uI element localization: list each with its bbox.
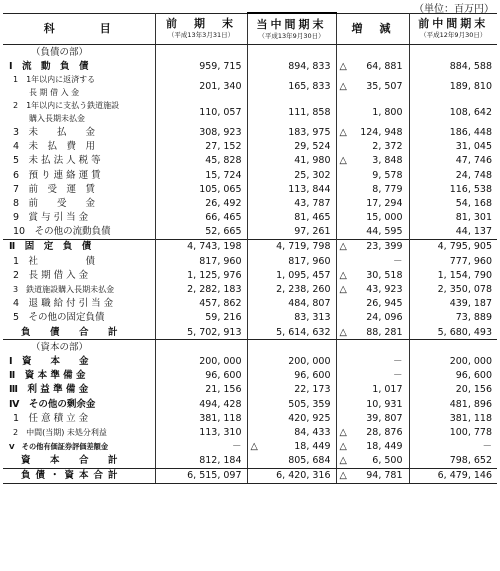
prev-value: 959, 715 xyxy=(155,59,247,73)
current-value xyxy=(247,211,336,225)
diff-value-text: 3, 848 xyxy=(372,155,403,167)
decrease-mark: △ xyxy=(339,284,347,296)
prev-interim-value: 200, 000 xyxy=(449,355,492,367)
prev-interim-value: 20, 156 xyxy=(455,384,492,396)
row-label: Ⅰ 流 動 負 債 xyxy=(3,59,155,73)
diff-value-text: 44, 595 xyxy=(366,226,403,238)
table-row xyxy=(3,225,497,240)
prev-value xyxy=(155,340,247,355)
current-value-text: 420, 925 xyxy=(288,412,331,424)
diff-value xyxy=(336,125,409,139)
table-row xyxy=(3,440,497,454)
current-value-text: 97, 261 xyxy=(294,226,331,238)
diff-value xyxy=(336,311,409,325)
current-value-text: 25, 302 xyxy=(294,169,331,181)
row-label: 8 前 受 金 xyxy=(3,196,155,210)
diff-value-text: 24, 096 xyxy=(366,312,403,324)
current-value-text: 113, 844 xyxy=(288,183,331,195)
current-value-text: 22, 173 xyxy=(294,384,331,396)
current-value xyxy=(247,325,336,340)
decrease-mark: △ xyxy=(339,155,347,167)
diff-value-text: 15, 000 xyxy=(366,212,403,224)
diff-value xyxy=(336,168,409,182)
row-label: Ⅰ 資 本 金 xyxy=(3,354,155,368)
table-row xyxy=(3,340,497,355)
table-row xyxy=(3,268,497,282)
row-label: Ⅳ その他の剰余金 xyxy=(3,397,155,411)
prev-interim-value: 2, 350, 078 xyxy=(437,284,492,296)
prev-interim-value: 54, 168 xyxy=(455,197,492,209)
prev-interim-value: 777, 960 xyxy=(449,255,492,267)
prev-interim-value: 47, 746 xyxy=(455,155,492,167)
diff-value xyxy=(336,440,409,454)
prev-value: 96, 600 xyxy=(155,369,247,383)
diff-value-text: 6, 500 xyxy=(372,455,403,467)
row-label: 3 鉄道施設購入長期未払金 xyxy=(3,282,155,296)
prev-value: 27, 152 xyxy=(155,140,247,154)
current-value xyxy=(247,354,336,368)
current-value-text: 6, 420, 316 xyxy=(276,470,331,482)
diff-value-text: 35, 507 xyxy=(366,80,403,92)
table-row xyxy=(3,383,497,397)
current-value xyxy=(247,140,336,154)
row-label: 2 長 期 借 入 金 xyxy=(3,268,155,282)
row-label: Ⅲ 利 益 準 備 金 xyxy=(3,383,155,397)
current-value xyxy=(247,254,336,268)
current-value-text: 111, 858 xyxy=(288,106,331,118)
balance-sheet-table xyxy=(3,12,497,484)
row-label: （資本の部） xyxy=(3,340,155,355)
current-value-text: 4, 719, 798 xyxy=(276,241,331,253)
diff-value xyxy=(336,254,409,268)
diff-value xyxy=(336,154,409,168)
current-value-text: 1, 095, 457 xyxy=(276,269,331,281)
prev-interim-value: 116, 538 xyxy=(449,183,492,195)
prev-value: － xyxy=(155,440,247,454)
row-label: Ⅱ 固 定 負 債 xyxy=(3,239,155,254)
diff-value-text: 30, 518 xyxy=(366,269,403,281)
diff-value xyxy=(336,340,409,355)
prev-interim-value xyxy=(409,45,497,60)
diff-value xyxy=(336,73,409,99)
diff-value xyxy=(336,354,409,368)
row-label: 5 未 払 法 人 税 等 xyxy=(3,154,155,168)
header-item xyxy=(3,13,155,45)
prev-interim-value: － xyxy=(482,441,492,453)
prev-value: 308, 923 xyxy=(155,125,247,139)
current-value-text: 5, 614, 632 xyxy=(276,326,331,338)
current-value xyxy=(247,168,336,182)
row-label: 9 賞 与 引 当 金 xyxy=(3,211,155,225)
diff-value-text: 1, 800 xyxy=(372,106,403,118)
diff-value xyxy=(336,59,409,73)
row-label: 4 退 職 給 付 引 当 金 xyxy=(3,297,155,311)
prev-interim-value: 81, 301 xyxy=(455,212,492,224)
current-value xyxy=(247,425,336,439)
diff-value xyxy=(336,140,409,154)
diff-value xyxy=(336,297,409,311)
diff-value xyxy=(336,454,409,469)
prev-interim-value: 1, 154, 790 xyxy=(437,269,492,281)
diff-value xyxy=(336,182,409,196)
diff-value-text: 17, 294 xyxy=(366,197,403,209)
diff-value xyxy=(336,196,409,210)
header-prev xyxy=(155,13,247,45)
row-label: 3 未 払 金 xyxy=(3,125,155,139)
diff-value xyxy=(336,468,409,483)
diff-value-text: 10, 931 xyxy=(366,398,403,410)
current-value xyxy=(247,411,336,425)
prev-value: 381, 118 xyxy=(155,411,247,425)
current-value xyxy=(247,297,336,311)
table-row xyxy=(3,282,497,296)
prev-interim-value xyxy=(409,340,497,355)
diff-value xyxy=(336,411,409,425)
row-label: 2 1年以内に支払う鉄道施設 購入長期未払金 xyxy=(3,99,155,125)
current-value xyxy=(247,268,336,282)
current-value-text: 43, 787 xyxy=(294,197,331,209)
table-row xyxy=(3,239,497,254)
prev-value: 457, 862 xyxy=(155,297,247,311)
current-value xyxy=(247,182,336,196)
diff-value-text: 1, 017 xyxy=(372,384,403,396)
current-value xyxy=(247,99,336,125)
table-row xyxy=(3,325,497,340)
prev-interim-value: 6, 479, 146 xyxy=(409,468,497,483)
decrease-mark: △ xyxy=(339,80,347,92)
prev-value: 201, 340 xyxy=(155,73,247,99)
diff-value-text: 28, 876 xyxy=(366,426,403,438)
prev-value: 200, 000 xyxy=(155,354,247,368)
prev-interim-value: 73, 889 xyxy=(455,312,492,324)
current-value xyxy=(247,440,336,454)
prev-value: 105, 065 xyxy=(155,182,247,196)
decrease-mark: △ xyxy=(339,326,347,338)
table-row xyxy=(3,297,497,311)
table-row xyxy=(3,45,497,60)
prev-interim-value: 481, 896 xyxy=(449,398,492,410)
current-value-text: 83, 313 xyxy=(294,312,331,324)
table-row xyxy=(3,59,497,73)
row-label: Ⅱ 資 本 準 備 金 xyxy=(3,369,155,383)
header-curr-label: 当中間期末 xyxy=(256,17,327,31)
diff-value-text: － xyxy=(392,355,403,367)
prev-value: 6, 515, 097 xyxy=(155,468,247,483)
diff-value-text: 9, 578 xyxy=(372,169,403,181)
prev-interim-value: 31, 045 xyxy=(455,141,492,153)
prev-interim-value: 186, 448 xyxy=(449,126,492,138)
current-value xyxy=(247,383,336,397)
prev-value: 52, 665 xyxy=(155,225,247,240)
prev-value: 21, 156 xyxy=(155,383,247,397)
diff-value xyxy=(336,383,409,397)
prev-interim-value: 884, 588 xyxy=(449,60,492,72)
table-row xyxy=(3,397,497,411)
decrease-mark: △ xyxy=(339,455,347,467)
prev-value: 812, 184 xyxy=(155,454,247,469)
header-prev-date: （平成13年3月31日） xyxy=(167,31,235,40)
decrease-mark: △ xyxy=(339,269,347,281)
current-value-text: 81, 465 xyxy=(294,212,331,224)
row-label: 1 1年以内に返済する 長 期 借 入 金 xyxy=(3,73,155,99)
row-label: （負債の部） xyxy=(3,45,155,60)
header-row xyxy=(3,13,497,45)
row-label: 7 前 受 運 賃 xyxy=(3,182,155,196)
header-item-label: 科 目 xyxy=(43,21,114,35)
prev-interim-value: 439, 187 xyxy=(449,298,492,310)
diff-value-text: 43, 923 xyxy=(366,284,403,296)
header-prev-label: 前 期 末 xyxy=(166,17,236,31)
diff-value xyxy=(336,211,409,225)
diff-value xyxy=(336,99,409,125)
prev-interim-value: 189, 810 xyxy=(449,80,492,92)
prev-interim-value: 5, 680, 493 xyxy=(409,325,497,340)
row-label: 負債・資本合計 xyxy=(3,468,155,483)
table-row xyxy=(3,182,497,196)
table-row xyxy=(3,168,497,182)
table-row xyxy=(3,468,497,483)
prev-interim-value: 100, 778 xyxy=(449,426,492,438)
current-value xyxy=(247,73,336,99)
current-value-text: 817, 960 xyxy=(288,255,331,267)
current-value-text: 84, 433 xyxy=(294,426,331,438)
row-label: 資 本 合 計 xyxy=(3,454,155,469)
prev-value xyxy=(155,45,247,60)
row-label: 5 その他の固定負債 xyxy=(3,311,155,325)
diff-value-text: 26, 945 xyxy=(366,298,403,310)
table-row xyxy=(3,354,497,368)
header-prevint-label: 前中間期末 xyxy=(418,17,489,31)
current-value-text: 96, 600 xyxy=(294,370,331,382)
prev-value: 45, 828 xyxy=(155,154,247,168)
diff-value xyxy=(336,325,409,340)
header-prevint xyxy=(409,13,497,45)
prev-interim-value: 96, 600 xyxy=(455,370,492,382)
diff-value-text: 88, 281 xyxy=(366,326,403,338)
current-value-text: 183, 975 xyxy=(288,126,331,138)
prev-value: 1, 125, 976 xyxy=(155,268,247,282)
current-value xyxy=(247,397,336,411)
header-diff-label: 増 減 xyxy=(351,21,394,35)
row-label: 6 預 り 連 絡 運 賃 xyxy=(3,168,155,182)
current-value xyxy=(247,311,336,325)
current-value xyxy=(247,239,336,254)
decrease-mark: △ xyxy=(339,241,347,253)
current-value-text: 894, 833 xyxy=(288,60,331,72)
current-value-text: 165, 833 xyxy=(288,80,331,92)
decrease-mark: △ xyxy=(339,441,347,453)
table-row xyxy=(3,99,497,125)
prev-value: 66, 465 xyxy=(155,211,247,225)
table-row xyxy=(3,411,497,425)
table-row xyxy=(3,125,497,139)
diff-value-text: － xyxy=(392,370,403,382)
unit-note: （単位：百万円） xyxy=(414,4,494,15)
row-label: 1 社 債 xyxy=(3,254,155,268)
table-row xyxy=(3,73,497,99)
diff-value-text: 64, 881 xyxy=(366,60,403,72)
current-value xyxy=(247,45,336,60)
table-row xyxy=(3,425,497,439)
table-row xyxy=(3,454,497,469)
prev-interim-value: 798, 652 xyxy=(409,454,497,469)
current-value-text: 200, 000 xyxy=(288,355,331,367)
current-value xyxy=(247,196,336,210)
prev-value: 817, 960 xyxy=(155,254,247,268)
header-curr xyxy=(247,13,336,45)
current-value xyxy=(247,340,336,355)
prev-value: 26, 492 xyxy=(155,196,247,210)
diff-value-text: 94, 781 xyxy=(366,470,403,482)
current-value-text: 2, 238, 260 xyxy=(276,284,331,296)
prev-value: 110, 057 xyxy=(155,99,247,125)
current-value xyxy=(247,454,336,469)
diff-value xyxy=(336,268,409,282)
diff-value xyxy=(336,397,409,411)
row-label: 1 任 意 積 立 金 xyxy=(3,411,155,425)
prev-value: 4, 743, 198 xyxy=(155,239,247,254)
diff-value xyxy=(336,369,409,383)
current-value-text: 805, 684 xyxy=(288,455,331,467)
diff-value-text: 124, 948 xyxy=(360,126,403,138)
prev-value: 59, 216 xyxy=(155,311,247,325)
prev-value: 494, 428 xyxy=(155,397,247,411)
prev-interim-value: 108, 642 xyxy=(449,106,492,118)
decrease-mark: △ xyxy=(250,441,258,453)
table-row xyxy=(3,140,497,154)
table-row xyxy=(3,369,497,383)
header-curr-date: （平成13年9月30日） xyxy=(258,31,325,40)
header-prevint-date: （平成12年9月30日） xyxy=(420,31,487,40)
header-diff xyxy=(336,13,409,45)
row-label: 4 未 払 費 用 xyxy=(3,140,155,154)
table-row xyxy=(3,311,497,325)
diff-value-text: 39, 807 xyxy=(366,412,403,424)
current-value-text: 29, 524 xyxy=(294,141,331,153)
decrease-mark: △ xyxy=(339,426,347,438)
current-value xyxy=(247,369,336,383)
decrease-mark: △ xyxy=(339,126,347,138)
current-value xyxy=(247,282,336,296)
current-value xyxy=(247,225,336,240)
row-label: 負 債 合 計 xyxy=(3,325,155,340)
diff-value-text: － xyxy=(392,255,403,267)
current-value xyxy=(247,59,336,73)
diff-value-text: 18, 449 xyxy=(366,441,403,453)
current-value-text: 505, 359 xyxy=(288,398,331,410)
current-value xyxy=(247,154,336,168)
current-value-text: 18, 449 xyxy=(294,441,331,453)
diff-value-text: 23, 399 xyxy=(366,241,403,253)
table-row xyxy=(3,211,497,225)
diff-value xyxy=(336,282,409,296)
prev-value: 2, 282, 183 xyxy=(155,282,247,296)
diff-value xyxy=(336,45,409,60)
current-value-text: 41, 980 xyxy=(294,155,331,167)
diff-value-text: 8, 779 xyxy=(372,183,403,195)
table-row xyxy=(3,154,497,168)
prev-value: 15, 724 xyxy=(155,168,247,182)
row-label: 10 その他の流動負債 xyxy=(3,225,155,240)
prev-value: 113, 310 xyxy=(155,425,247,439)
decrease-mark: △ xyxy=(339,470,347,482)
table-row xyxy=(3,196,497,210)
current-value-text: 484, 807 xyxy=(288,298,331,310)
diff-value xyxy=(336,239,409,254)
current-value xyxy=(247,125,336,139)
diff-value xyxy=(336,225,409,240)
diff-value xyxy=(336,425,409,439)
table-row xyxy=(3,254,497,268)
current-value xyxy=(247,468,336,483)
prev-interim-value: 44, 137 xyxy=(455,226,492,238)
diff-value-text: 2, 372 xyxy=(372,141,403,153)
row-label: 2 中間(当期) 未処分利益 xyxy=(3,425,155,439)
row-label: Ⅴ その他有価証券評価差額金 xyxy=(3,440,155,454)
prev-interim-value: 24, 748 xyxy=(455,169,492,181)
prev-value: 5, 702, 913 xyxy=(155,325,247,340)
decrease-mark: △ xyxy=(339,60,347,72)
prev-interim-value: 381, 118 xyxy=(449,412,492,424)
prev-interim-value: 4, 795, 905 xyxy=(409,239,497,254)
